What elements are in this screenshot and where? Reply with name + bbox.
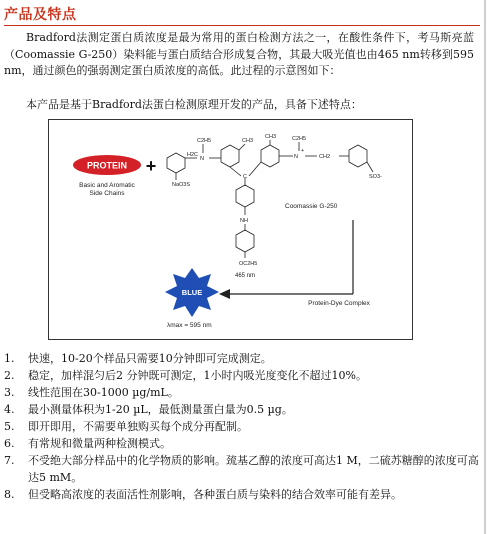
- product-paragraph: 本产品是基于Bradford法蛋白检测原理开发的产品，具备下述特点：: [26, 98, 362, 111]
- dye-name: Coomassie G-250: [285, 203, 338, 210]
- list-text: 即开即用，不需要单独购买每个成分再配制。: [28, 420, 248, 433]
- list-text: 线性范围在30-1000 µg/mL。: [28, 386, 179, 399]
- list-number: 1.: [4, 352, 15, 365]
- ch3-b: CH3: [265, 134, 277, 140]
- protein-label: PROTEIN: [86, 160, 128, 171]
- dye-wavelength: 465 nm: [234, 273, 256, 279]
- so3-right: SO3-: [369, 174, 382, 180]
- section-heading: 产品及特点: [4, 7, 77, 23]
- nh-group: NH: [240, 218, 248, 224]
- diagram-svg: [49, 120, 412, 339]
- list-item: [4, 486, 480, 503]
- list-number: 4.: [4, 403, 15, 416]
- central-c: C: [243, 174, 247, 180]
- list-text: 有常规和微量两种检测模式。: [28, 437, 171, 450]
- complex-label: Protein-Dye Complex: [308, 300, 370, 307]
- list-number: 8.: [4, 488, 15, 501]
- list-text: 不受绝大部分样品中的化学物质的影响。巯基乙醇的浓度可高达1 M，二硫苏糖醇的浓度可高达5 mM。: [28, 454, 479, 484]
- list-item: [4, 384, 480, 401]
- blue-label: BLUE: [181, 288, 203, 297]
- n-plus: +: [301, 148, 305, 154]
- list-item: [4, 367, 480, 384]
- lambda-label: λmax = 595 nm: [167, 322, 212, 329]
- list-item: [4, 401, 480, 418]
- list-item: [4, 350, 480, 367]
- page-edge-rule: [484, 0, 486, 534]
- n-left: N: [200, 156, 204, 162]
- heading-rule: [4, 25, 480, 26]
- list-number: 6.: [4, 437, 15, 450]
- bradford-diagram: [48, 119, 413, 340]
- plus-sign: +: [145, 156, 157, 176]
- list-text: 快速，10-20个样品只需要10分钟即可完成测定。: [28, 352, 272, 365]
- n-right: N: [294, 154, 298, 160]
- c2h5-a: C2H5: [197, 138, 212, 144]
- ch3-a: CH3: [242, 138, 254, 144]
- list-number: 5.: [4, 420, 15, 433]
- list-item: [4, 452, 480, 486]
- arrow-head-icon: [219, 289, 230, 299]
- feature-list: [4, 350, 480, 503]
- list-number: 2.: [4, 369, 15, 382]
- c2h5-b: C2H5: [292, 136, 307, 142]
- ch2-a: H2C: [187, 152, 199, 158]
- list-item: [4, 418, 480, 435]
- protein-caption-1: Basic and Aromatic: [79, 182, 135, 189]
- list-text: 但受略高浓度的表面活性剂影响，各种蛋白质与染料的结合效率可能有差异。: [28, 488, 402, 501]
- ch2-b: CH2: [319, 154, 331, 160]
- oc2h5-group: OC2H5: [239, 261, 258, 267]
- intro-paragraph: Bradford法测定蛋白质浓度是最为常用的蛋白检测方法之一，在酸性条件下，考马斯亮蓝（Coomassie G-250）染料能与蛋白质结合形成复合物，其最大吸光值也由465 nm转移到595 nm，通过颜色的强弱测定蛋白质浓度的高低。此过程的示意图如下：: [4, 31, 474, 78]
- list-number: 7.: [4, 454, 15, 467]
- list-text: 最小测量体积为1-20 µL，最低测量蛋白量为0.5 µg。: [28, 403, 293, 416]
- list-text: 稳定，加样混匀后2 分钟既可测定，1小时内吸光度变化不超过10%。: [28, 369, 367, 382]
- list-number: 3.: [4, 386, 15, 399]
- so3-left: NaO3S: [172, 182, 191, 188]
- protein-caption-2: Side Chains: [89, 190, 125, 197]
- list-item: [4, 435, 480, 452]
